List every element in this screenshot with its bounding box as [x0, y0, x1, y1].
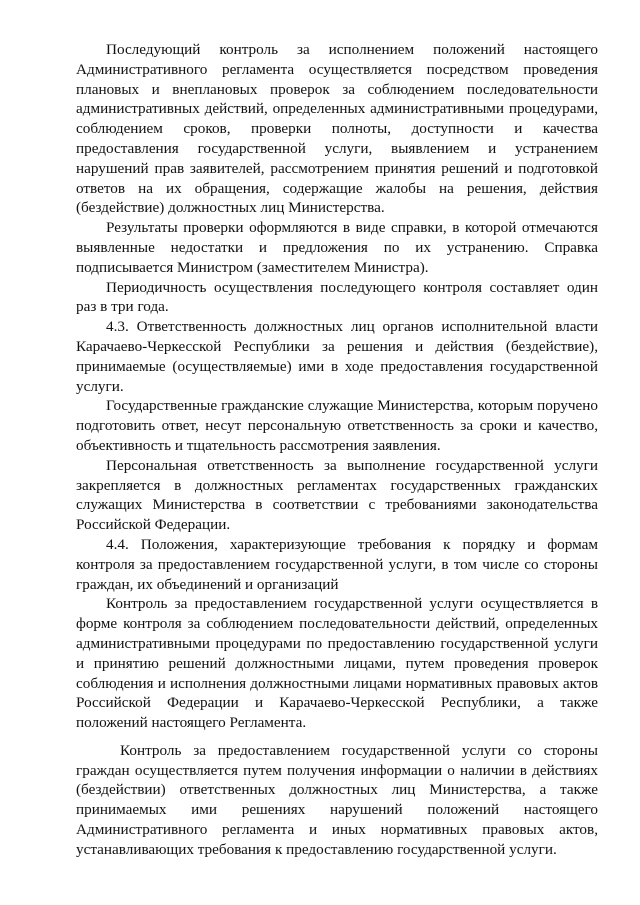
paragraph-control-form: Контроль за предоставлением государственной услуги осуществляется в форме контроля за соблюдением последовательности действий, определенных административными процедурами по предоставлению государственной услуги и принятию решений должностными лицами, путем проведения проверок соблюдения и исполнения должностными лицами нормативных правовых актов Российской Федерации и Карачаево-Черкесской Республики, а также положений настоящего Регламента. [76, 595, 598, 732]
paragraph-citizen-control: Контроль за предоставлением государственной услуги со стороны граждан осуществляется путем получения информации о наличии в действиях (бездействии) ответственных должностных лиц Министерства, а также принимаемых ими решениях нарушений положений настоящего Административного регламента и иных нормативных правовых актов, устанавливающих требования к предоставлению государственной услуги. [76, 741, 598, 858]
section-4-3-heading: 4.3. Ответственность должностных лиц органов исполнительной власти Карачаево-Черкесской Республики за решения и действия (бездействие), принимаемые (осуществляемые) ими в ходе предоставления государственной услуги. [76, 318, 598, 395]
paragraph-inspection-results: Результаты проверки оформляются в виде справки, в которой отмечаются выявленные недостатки и предложения по их устранению. Справка подписывается Министром (заместителем Министра). [76, 219, 598, 276]
paragraph-civil-servants-responsibility: Государственные гражданские служащие Министерства, которым поручено подготовить ответ, несут персональную ответственность за сроки и качество, объективность и тщательность рассмотрения заявления. [76, 397, 598, 454]
paragraph-periodicity: Периодичность осуществления последующего контроля составляет один раз в три года. [76, 278, 598, 316]
document-page [76, 40, 598, 860]
section-4-4-heading: 4.4. Положения, характеризующие требования к порядку и формам контроля за предоставлением государственной услуги, в том числе со стороны граждан, их объединений и организаций [76, 535, 598, 593]
paragraph-subsequent-control: Последующий контроль за исполнением положений настоящего Административного регламента осуществляется посредством проведения плановых и внеплановых проверок за соблюдением последовательности административных действий, определенных административными процедурами, соблюдением сроков, проверки полноты, доступности и качества предоставления государственной услуги, выявлением и устранением нарушений прав заявителей, рассмотрением принятия решений и подготовкой ответов на их обращения, содержащие жалобы на решения, действия (бездействие) должностных лиц Министерства. [76, 41, 598, 217]
paragraph-personal-responsibility: Персональная ответственность за выполнение государственной услуги закрепляется в должностных регламентах государственных гражданских служащих Министерства в соответствии с требованиями законодательства Российской Федерации. [76, 456, 598, 534]
